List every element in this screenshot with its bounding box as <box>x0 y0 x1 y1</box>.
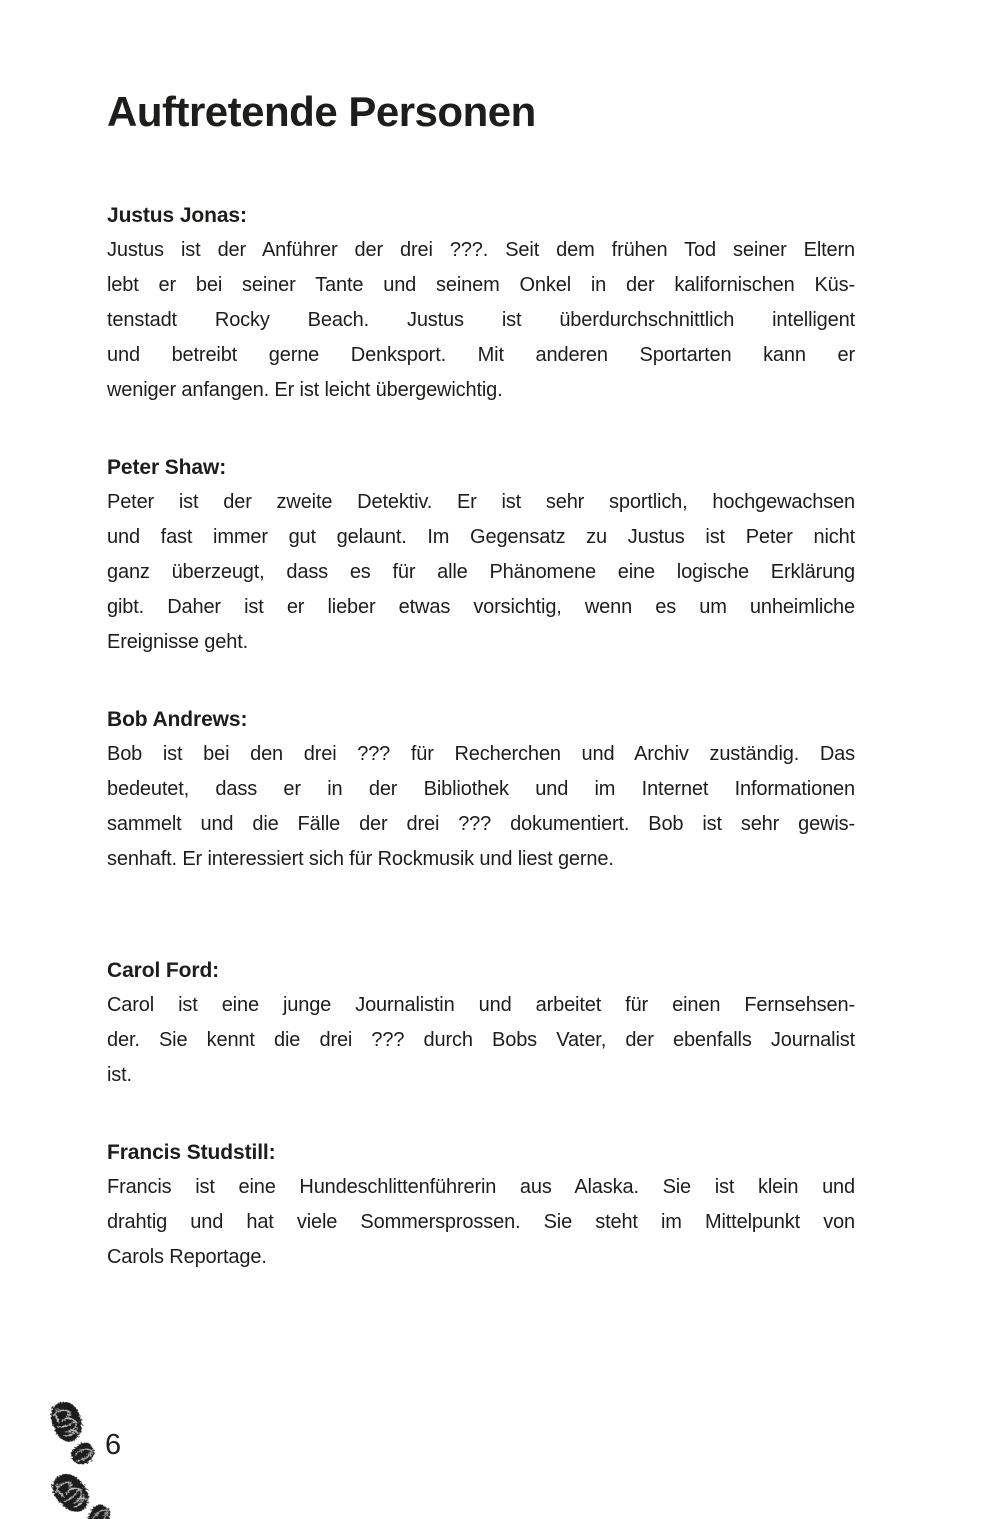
character-name-heading: Francis Studstill: <box>107 1141 276 1164</box>
text-line: gibt. Daher ist er lieber etwas vorsichtig, wenn es um unheimliche <box>107 596 855 618</box>
text-line: und betreibt gerne Denksport. Mit anderen Sportarten kann er <box>107 344 855 366</box>
text-line: lebt er bei seiner Tante und seinem Onkel in der kalifornischen Küs- <box>107 274 855 296</box>
character-description <box>107 988 855 1093</box>
character-section <box>107 198 855 408</box>
text-line: tenstadt Rocky Beach. Justus ist überdurchschnittlich intelligent <box>107 309 855 331</box>
character-section <box>107 953 855 1093</box>
text-line: Carol ist eine junge Journalistin und arbeitet für einen Fernsehsen- <box>107 994 855 1016</box>
text-line: Francis ist eine Hundeschlittenführerin aus Alaska. Sie ist klein und <box>107 1176 855 1198</box>
character-name-heading: Bob Andrews: <box>107 708 248 731</box>
text-line: ganz überzeugt, dass es für alle Phänomene eine logische Erklärung <box>107 561 855 583</box>
text-line: Peter ist der zweite Detektiv. Er ist sehr sportlich, hochgewachsen <box>107 491 855 513</box>
character-section <box>107 450 855 660</box>
character-description <box>107 233 855 408</box>
character-description <box>107 1170 855 1275</box>
boot-print-icon <box>39 1460 125 1519</box>
text-line: weniger anfangen. Er ist leicht übergewichtig. <box>107 379 503 401</box>
boot-print-icon <box>37 1393 108 1476</box>
character-sections <box>107 198 855 1275</box>
text-line: bedeutet, dass er in der Bibliothek und im Internet Informationen <box>107 778 855 800</box>
character-description <box>107 485 855 660</box>
text-line: Bob ist bei den drei ??? für Recherchen und Archiv zuständig. Das <box>107 743 855 765</box>
page-title: Auftretende Personen <box>107 88 536 135</box>
text-line: sammelt und die Fälle der drei ??? dokumentiert. Bob ist sehr gewis- <box>107 813 855 835</box>
character-description <box>107 737 855 877</box>
page-number: 6 <box>105 1429 122 1461</box>
character-name-heading: Peter Shaw: <box>107 456 227 479</box>
character-section <box>107 1135 855 1275</box>
text-line: und fast immer gut gelaunt. Im Gegensatz zu Justus ist Peter nicht <box>107 526 855 548</box>
text-line: drahtig und hat viele Sommersprossen. Sie steht im Mittelpunkt von <box>107 1211 855 1233</box>
text-line: ist. <box>107 1064 132 1086</box>
character-section <box>107 702 855 877</box>
text-line: Ereignisse geht. <box>107 631 249 653</box>
text-line: Carols Reportage. <box>107 1246 267 1268</box>
text-line: Justus ist der Anführer der drei ???. Seit dem frühen Tod seiner Eltern <box>107 239 855 261</box>
text-line: senhaft. Er interessiert sich für Rockmusik und liest gerne. <box>107 848 614 870</box>
character-name-heading: Carol Ford: <box>107 959 220 982</box>
text-column <box>107 0 855 1275</box>
character-name-heading: Justus Jonas: <box>107 204 247 227</box>
text-line: der. Sie kennt die drei ??? durch Bobs Vater, der ebenfalls Journalist <box>107 1029 855 1051</box>
